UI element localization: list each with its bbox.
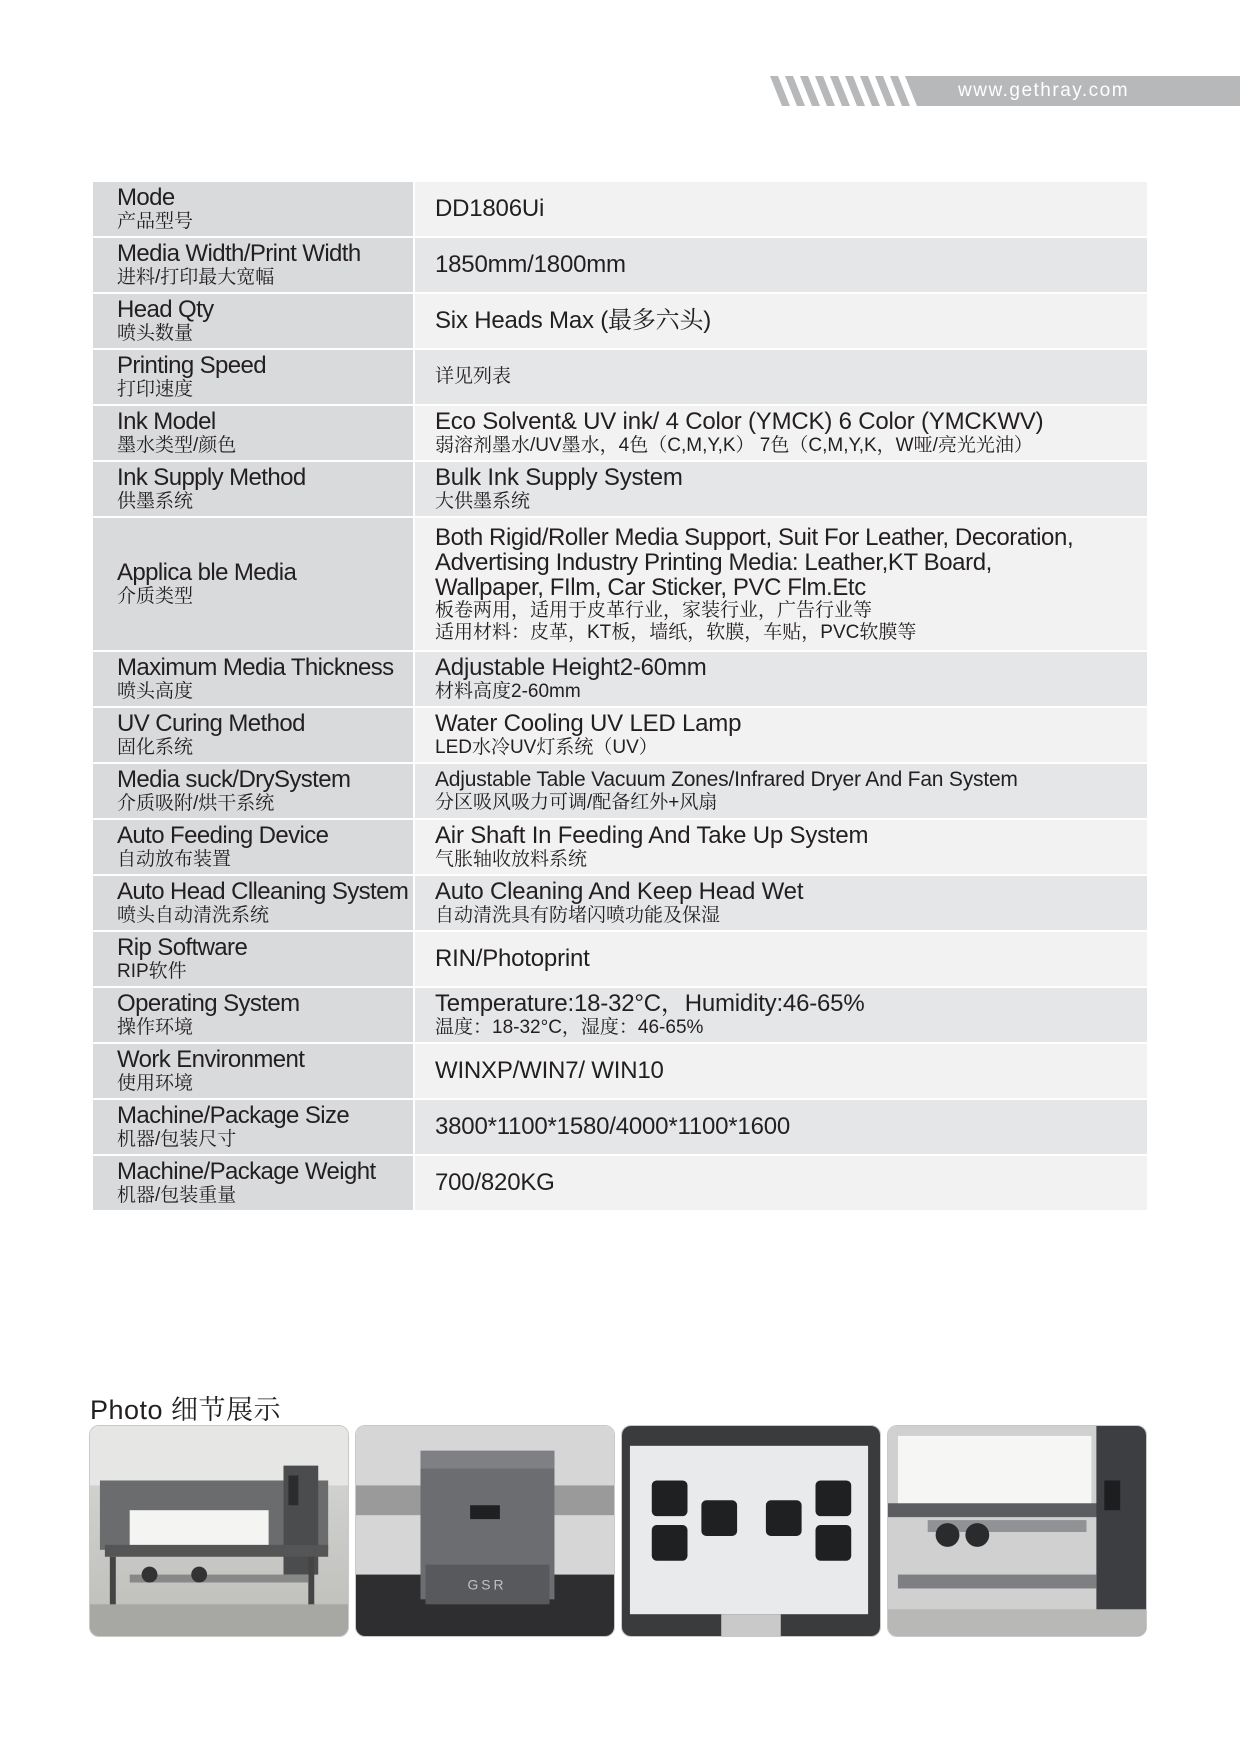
feeding-system-photo [887,1425,1147,1637]
spec-label-en: Applica ble Media [117,559,297,586]
spec-label-cn: 使用环境 [117,1073,194,1094]
spec-value-line: 温度：18-32°C，湿度：46-65% [435,1017,704,1038]
spec-value-line: Wallpaper, FIlm, Car Sticker, PVC Flm.Etc [435,573,866,601]
spec-label-cell [93,182,415,236]
spec-row [93,820,1147,876]
spec-row [93,406,1147,462]
spec-value-line: 1850mm/1800mm [435,251,626,278]
spec-label-cell [93,652,415,706]
spec-row [93,1100,1147,1156]
spec-label-en: Head Qty [117,296,214,323]
spec-label-cn: 操作环境 [117,1017,194,1038]
spec-label-en: Ink Supply Method [117,464,306,491]
spec-value-cell [415,294,1147,348]
spec-value-cell [415,988,1147,1042]
spec-value-line: DD1806Ui [435,195,545,222]
spec-value-line: Six Heads Max (最多六头) [435,307,712,334]
spec-value-cell [415,406,1147,460]
spec-label-cell [93,876,415,930]
spec-row [93,876,1147,932]
spec-value-line: 3800*1100*1580/4000*1100*1600 [435,1113,791,1140]
spec-row [93,182,1147,238]
spec-label-cell [93,764,415,818]
spec-value-line: 板卷两用，适用于皮革行业，家装行业，广告行业等 [435,599,873,621]
spec-label-en: UV Curing Method [117,710,305,737]
spec-label-cn: 供墨系统 [117,491,194,512]
spec-row [93,932,1147,988]
spec-label-cell [93,1044,415,1098]
spec-label-en: Machine/Package Weight [117,1158,376,1185]
spec-value-line: Adjustable Table Vacuum Zones/Infrared Dryer And Fan System [435,768,1018,791]
spec-value-cell [415,1100,1147,1154]
spec-label-en: Media Width/Print Width [117,240,361,267]
spec-label-en: Operating System [117,990,300,1017]
spec-value-cell [415,876,1147,930]
website-url: www.gethray.com [958,80,1130,101]
spec-row [93,294,1147,350]
spec-value-cell [415,1044,1147,1098]
spec-value-line: WINXP/WIN7/ WIN10 [435,1057,664,1084]
spec-label-en: Mode [117,184,175,211]
spec-label-cell [93,238,415,292]
spec-value-line: 适用材料：皮革，KT板，墙纸，软膜，车贴，PVC软膜等 [435,621,917,643]
spec-label-cn: RIP软件 [117,961,187,982]
spec-label-en: Work Environment [117,1046,305,1073]
gsr-logo: GSR [467,1576,507,1593]
spec-value-line: Both Rigid/Roller Media Support, Suit For Leather, Decoration, [435,523,1074,551]
spec-label-cn: 产品型号 [117,211,194,232]
spec-row [93,518,1147,652]
spec-value-line: 气胀轴收放料系统 [435,849,588,870]
spec-value-cell [415,764,1147,818]
spec-value-cell [415,182,1147,236]
spec-value-line: Air Shaft In Feeding And Take Up System [435,822,869,849]
spec-label-cn: 进料/打印最大宽幅 [117,267,275,288]
spec-row [93,988,1147,1044]
spec-value-cell [415,652,1147,706]
spec-row [93,652,1147,708]
spec-label-cn: 喷头数量 [117,323,194,344]
spec-value-line: Temperature:18-32°C，Humidity:46-65% [435,990,865,1017]
spec-label-en: Ink Model [117,408,216,435]
spec-value-line: 详见列表 [435,366,512,387]
spec-label-cn: 墨水类型/颜色 [117,435,237,456]
spec-value-line: Eco Solvent& UV ink/ 4 Color (YMCK) 6 Color (YMCKWV) [435,408,1044,435]
spec-label-en: Auto Head Clleaning System [117,878,409,905]
spec-label-cn: 机器/包装重量 [117,1185,237,1206]
spec-value-line: Advertising Industry Printing Media: Leather,KT Board, [435,548,992,576]
spec-value-line: Auto Cleaning And Keep Head Wet [435,878,804,905]
spec-row [93,764,1147,820]
spec-label-cell [93,708,415,762]
spec-label-cn: 喷头自动清洗系统 [117,905,270,926]
spec-label-cell [93,406,415,460]
spec-value-line: 自动清洗具有防堵闪喷功能及保湿 [435,905,721,926]
spec-value-line: Bulk Ink Supply System [435,464,683,491]
spec-value-line: Adjustable Height2-60mm [435,654,707,681]
spec-row [93,1156,1147,1212]
spec-label-en: Machine/Package Size [117,1102,350,1129]
spec-value-cell [415,518,1147,650]
spec-row [93,708,1147,764]
spec-label-cn: 介质类型 [117,586,194,607]
spec-label-en: Media suck/DrySystem [117,766,351,793]
stripes-decoration [770,76,930,106]
spec-value-cell [415,350,1147,404]
spec-label-cn: 打印速度 [117,379,194,400]
spec-label-en: Rip Software [117,934,248,961]
spec-label-cell [93,988,415,1042]
spec-label-en: Maximum Media Thickness [117,654,394,681]
spec-value-line: LED水冷UV灯系统（UV） [435,737,658,758]
spec-label-cell [93,518,415,650]
spec-value-line: 大供墨系统 [435,491,531,512]
spec-label-cn: 喷头高度 [117,681,194,702]
spec-value-cell [415,708,1147,762]
cap-station-photo [621,1425,881,1637]
spec-label-cn: 固化系统 [117,737,194,758]
spec-label-en: Printing Speed [117,352,267,379]
header-bar [770,76,1240,106]
spec-value-line: Water Cooling UV LED Lamp [435,710,742,737]
spec-value-cell [415,932,1147,986]
spec-label-cell [93,462,415,516]
spec-label-en: Auto Feeding Device [117,822,329,849]
spec-value-line: RIN/Photoprint [435,945,590,972]
spec-value-cell [415,820,1147,874]
spec-label-cn: 机器/包装尺寸 [117,1129,237,1150]
spec-row [93,238,1147,294]
photo-strip [89,1425,1147,1637]
spec-value-line: 弱溶剂墨水/UV墨水，4色（C,M,Y,K） 7色（C,M,Y,K，W哑/亮光光油） [435,435,1033,456]
spec-row [93,462,1147,518]
spec-table [93,182,1147,1212]
spec-value-line: 材料高度2-60mm [435,681,581,702]
printer-overview-photo [89,1425,349,1637]
spec-label-cn: 介质吸附/烘干系统 [117,793,275,814]
spec-label-cell [93,1156,415,1210]
photo-section-title: Photo 细节展示 [90,1395,282,1425]
spec-row [93,350,1147,406]
spec-label-cell [93,350,415,404]
spec-label-cell [93,820,415,874]
spec-value-cell [415,462,1147,516]
spec-value-cell [415,1156,1147,1210]
spec-value-line: 分区吸风吸力可调/配备红外+风扇 [435,792,718,813]
spec-value-line: 700/820KG [435,1169,555,1196]
uv-lamp-photo [355,1425,615,1637]
spec-label-cell [93,294,415,348]
spec-row [93,1044,1147,1100]
spec-label-cell [93,1100,415,1154]
spec-label-cell [93,932,415,986]
spec-value-cell [415,238,1147,292]
spec-label-cn: 自动放布装置 [117,849,232,870]
